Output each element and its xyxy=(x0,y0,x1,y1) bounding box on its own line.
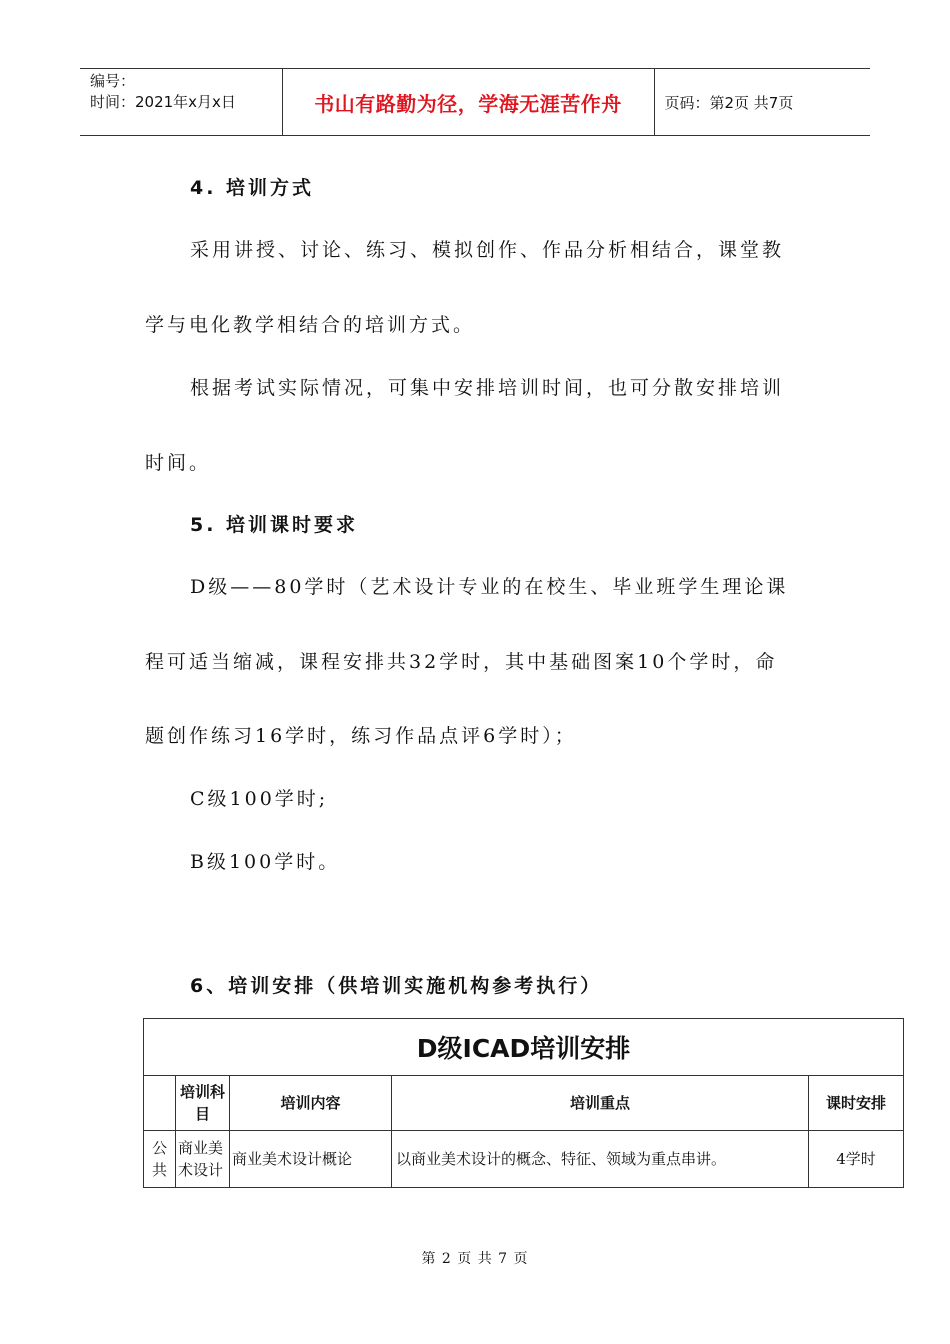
header-motto: 书山有路勤为径，学海无涯苦作舟 xyxy=(282,69,654,136)
section-4-paragraph-1-line-2: 学与电化教学相结合的培训方式。 xyxy=(145,314,476,336)
section-4-paragraph-2-line-1: 根据考试实际情况，可集中安排培训时间，也可分散安排培训 xyxy=(190,377,785,399)
table-title: D级ICAD培训安排 xyxy=(144,1019,904,1076)
section-5-heading: 5. 培训课时要求 xyxy=(190,514,359,536)
row-category: 公共 xyxy=(144,1131,176,1188)
header-subject: 培训科目 xyxy=(176,1076,230,1131)
header-hours: 课时安排 xyxy=(809,1076,904,1131)
section-4-heading: 4. 培训方式 xyxy=(190,177,315,199)
row-subject: 商业美术设计 xyxy=(176,1131,230,1188)
row-focus: 以商业美术设计的概念、特征、领域为重点串讲。 xyxy=(392,1131,809,1188)
section-4-paragraph-1-line-1: 采用讲授、讨论、练习、模拟创作、作品分析相结合，课堂教 xyxy=(190,239,785,261)
header-focus: 培训重点 xyxy=(392,1076,809,1131)
date-label: 时间：2021年x月x日 xyxy=(90,93,236,111)
page-footer: 第 2 页 共 7 页 xyxy=(421,1251,529,1267)
section-5-paragraph-line-2: 程可适当缩减，课程安排共32学时，其中基础图案10个学时，命 xyxy=(145,651,778,673)
header-page-label: 页码：第2页 共7页 xyxy=(654,69,870,136)
section-4-paragraph-2-line-2: 时间。 xyxy=(145,452,212,474)
section-5-paragraph-line-1: D级——80学时（艺术设计专业的在校生、毕业班学生理论课 xyxy=(190,576,789,598)
training-schedule-table xyxy=(143,1018,904,1188)
table-row xyxy=(144,1131,904,1188)
row-hours: 4学时 xyxy=(809,1131,904,1188)
section-5-paragraph-line-3: 题创作练习16学时，练习作品点评6学时）； xyxy=(145,725,577,747)
row-content: 商业美术设计概论 xyxy=(230,1131,392,1188)
document-header xyxy=(80,68,870,136)
header-meta xyxy=(80,69,282,136)
header-content: 培训内容 xyxy=(230,1076,392,1131)
section-6-heading: 6、培训安排（供培训实施机构参考执行） xyxy=(190,975,603,997)
header-blank xyxy=(144,1076,176,1131)
section-5-level-c: C级100学时; xyxy=(190,788,329,810)
number-label: 编号： xyxy=(90,72,136,90)
table-header-row xyxy=(144,1076,904,1131)
section-5-level-b: B级100学时。 xyxy=(190,851,341,873)
